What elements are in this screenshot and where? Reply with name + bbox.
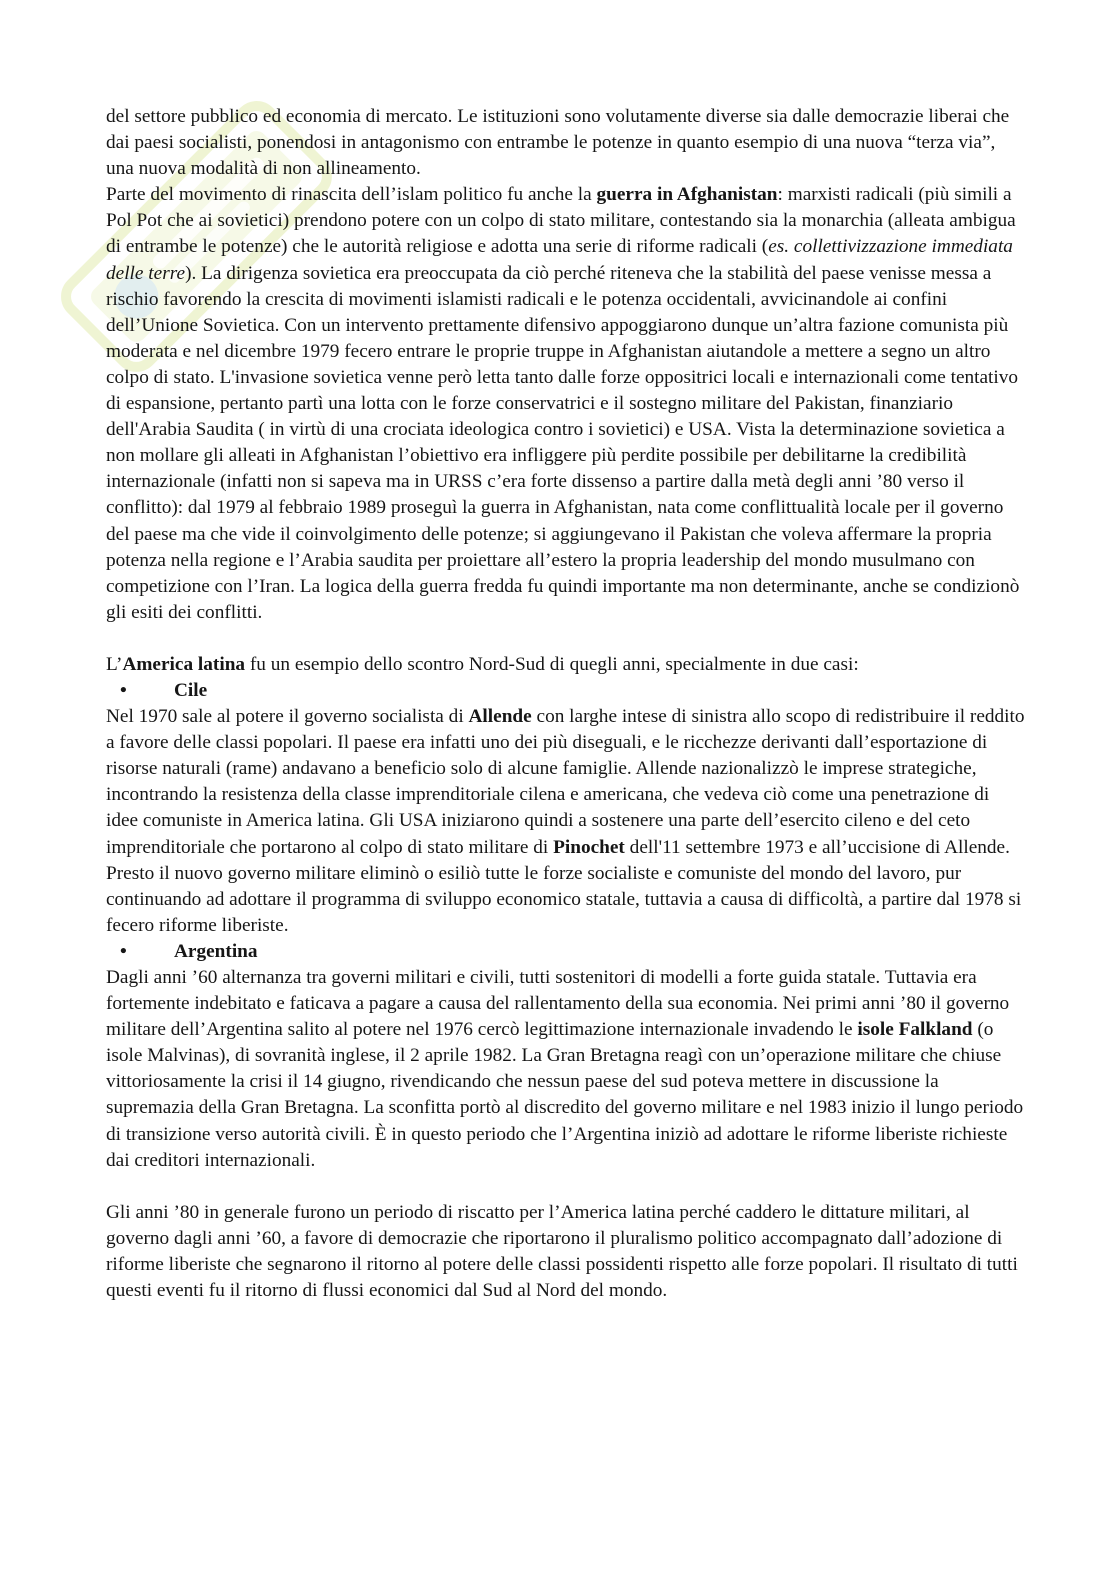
text-span: ). La dirigenza sovietica era preoccupata da ciò perché riteneva che la stabilità del paese venisse messa a rischio favorendo la crescita di movimenti islamisti radicali e le potenza occidentali, avvicinandole ai confini dell’Unione Sovietica. Con un intervento prettamente difensivo appoggiarono dunque un’altra fazione comunista più moderata e nel dicembre 1979 fecero entrare le proprie truppe in Afghanistan aiutandole a mettere a segno un altro colpo di stato. L'invasione sovietica venne però letta tanto dalle forze oppositrici locali e internazionali come tentativo di espansione, pertanto partì una lotta con le forze conservatrici e il sostegno militare del Pakistan, finanziario dell'Arabia Saudita ( in virtù di una crociata ideologica contro i sovietici) e USA. Vista la determinazione sovietica a non mollare gli alleati in Afghanistan l’obiettivo era infliggere più perdite possibile per debilitarne la credibilità internazionale (infatti non si sapeva ma in URSS c’era forte dissenso a partire dalla metà degli anni ’80 verso il conflitto): dal 1979 al febbraio 1989 proseguì la guerra in Afghanistan, nata come conflittualità locale per il governo del paese ma che vide il coinvolgimento delle potenze; si aggiungevano il Pakistan che voleva affermare la propria potenza nella regione e l’Arabia saudita per proiettare all’estero la propria leadership del mondo musulmano con competizione con l’Iran. La logica della guerra fredda fu quindi importante ma non determinante, anche se condizionò gli esiti dei conflitti. [106,262,1020,623]
paragraph-america-latina [106,652,1026,678]
heading-cile: Cile [174,679,208,701]
bold-term-guerra-afghanistan: guerra in Afghanistan [596,184,778,206]
paragraph-gap [106,1174,1026,1200]
text-span: (o isole Malvinas), di sovranità inglese, il 2 aprile 1982. La Gran Bretagna reagì con un’operazione militare che chiuse vittoriosamente la crisi il 14 giugno, rivendicando che nessun paese del sud poteva mettere in discussione la supremazia della Gran Bretagna. La sconfitta portò al discredito del governo militare e nel 1983 inizio il lungo periodo di transizione verso autorità civili. È in questo periodo che l’Argentina iniziò ad adottare le riforme liberiste richieste dai creditori internazionali. [106,1019,1024,1171]
paragraph-gap [106,626,1026,652]
bold-term-isole-falkland: isole Falkland [857,1019,973,1041]
text-span: L’ [106,653,123,675]
text-span: dell'11 settembre 1973 e all’uccisione di Allende. Presto il nuovo governo militare eliminò o esiliò tutte le forze socialiste e comuniste del mondo del lavoro, pur continuando ad adottare il programma di sviluppo economico statale, tuttavia a causa di difficoltà, a partire dal 1978 si fecero riforme liberiste. [106,836,1022,936]
bullet-heading-argentina [106,939,1026,965]
paragraph-conclusion-text: Gli anni ’80 in generale furono un periodo di riscatto per l’America latina perché caddero le dittature militari, al governo dagli anni ’60, a favore di democrazie che riportarono il pluralismo politico accompagnato dall’adozione di riforme liberiste che segnarono il ritorno al potere delle classi possidenti rispetto alle forze popolari. Il risultato di tutti questi eventi fu il ritorno di flussi economici dal Sud al Nord del mondo. [106,1201,1018,1302]
paragraph-cile [106,704,1026,939]
italic-example: es. collettivizzazione immediata delle terre [106,236,1013,284]
paragraph-intro [106,104,1026,182]
bullet-heading-cile [106,678,1026,704]
bold-term-allende: Allende [468,706,532,728]
bold-term-america-latina: America latina [122,653,246,675]
bullet-icon: • [120,679,127,701]
text-span: Nel 1970 sale al potere il governo socialista di [106,706,469,728]
heading-argentina: Argentina [174,940,258,962]
document-body [106,104,1026,1304]
text-span: Dagli anni ’60 alternanza tra governi militari e civili, tutti sostenitori di modelli a forte guida statale. Tuttavia era fortemente indebitato e faticava a pagare a causa del rallentamento della sua economia. Nei primi anni ’80 il governo militare dell’Argentina salito al potere nel 1976 cercò legittimazione internazionale invadendo le [106,967,1010,1041]
paragraph-intro-text: del settore pubblico ed economia di mercato. Le istituzioni sono volutamente diverse sia dalle democrazie liberai che dai paesi socialisti, ponendosi in antagonismo con entrambe le potenze in quanto esempio di una nuova “terza via”, una nuova modalità di non allineamento. [106,106,1010,180]
paragraph-conclusion [106,1200,1026,1304]
text-span: con larghe intese di sinistra allo scopo di redistribuire il reddito a favore delle classi popolari. Il paese era infatti uno dei più diseguali, e le ricchezze derivanti dall’esportazione di risorse naturali (rame) andavano a beneficio solo di alcune famiglie. Allende nazionalizzò le imprese strategiche, incontrando la resistenza della classe imprenditoriale cilena e americana, che vedeva ciò come una penetrazione di idee comuniste in America latina. Gli USA iniziarono quindi a sostenere una parte dell’esercito cileno e del ceto imprenditoriale che portarono al colpo di stato militare di [106,706,1025,858]
text-span: fu un esempio dello scontro Nord-Sud di quegli anni, specialmente in due casi: [245,653,859,675]
text-span: Parte del movimento di rinascita dell’islam politico fu anche la [106,184,597,206]
paragraph-argentina [106,965,1026,1174]
text-span: : marxisti radicali (più simili a Pol Pot che ai sovietici) prendono potere con un colpo di stato militare, contestando sia la monarchia (alleata ambigua di entrambe le potenze) che le autorità religiose e adotta una serie di riforme radicali ( [106,184,1016,258]
paragraph-afghanistan [106,182,1026,626]
bold-term-pinochet: Pinochet [553,836,625,858]
bullet-icon: • [120,940,127,962]
